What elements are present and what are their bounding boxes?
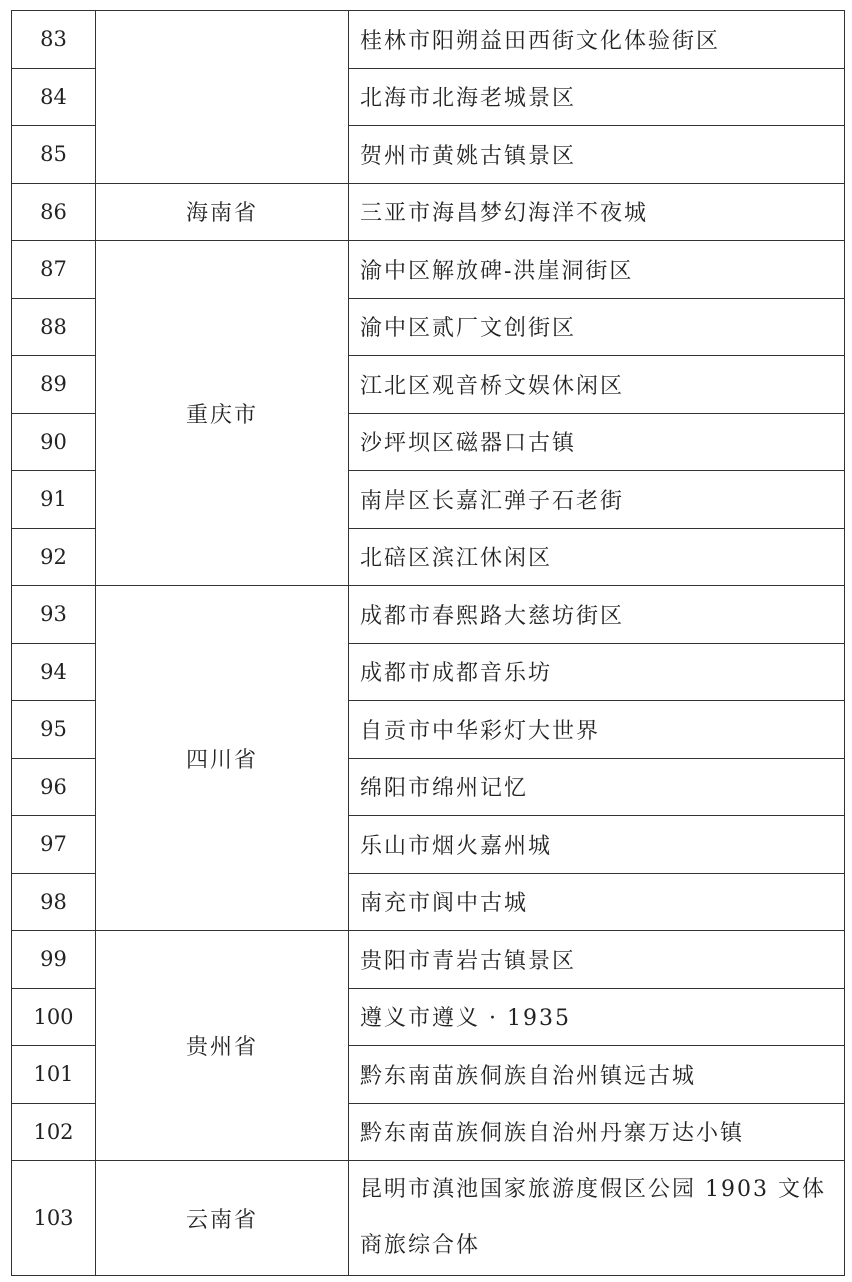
row-number: 100 (12, 988, 96, 1046)
table-row (12, 586, 845, 644)
table-row (12, 11, 845, 69)
row-number: 86 (12, 183, 96, 241)
row-number: 83 (12, 11, 96, 69)
row-number: 102 (12, 1103, 96, 1161)
area-name: 成都市春熙路大慈坊街区 (349, 586, 845, 644)
area-name: 南充市阆中古城 (349, 873, 845, 931)
table-row (12, 241, 845, 299)
area-name: 渝中区解放碑-洪崖洞街区 (349, 241, 845, 299)
area-name: 江北区观音桥文娱休闲区 (349, 356, 845, 414)
area-name: 南岸区长嘉汇弹子石老街 (349, 471, 845, 529)
area-name: 黔东南苗族侗族自治州丹寨万达小镇 (349, 1103, 845, 1161)
province-cell-empty (96, 11, 349, 184)
document-page (11, 10, 845, 1276)
row-number: 94 (12, 643, 96, 701)
row-number: 85 (12, 126, 96, 184)
table-row (12, 1161, 845, 1276)
area-name: 黔东南苗族侗族自治州镇远古城 (349, 1046, 845, 1104)
area-name: 绵阳市绵州记忆 (349, 758, 845, 816)
row-number: 92 (12, 528, 96, 586)
area-name: 遵义市遵义 · 1935 (349, 988, 845, 1046)
row-number: 95 (12, 701, 96, 759)
scenic-area-table (11, 10, 845, 1276)
row-number: 87 (12, 241, 96, 299)
province-cell: 重庆市 (96, 241, 349, 586)
area-name: 渝中区贰厂文创街区 (349, 298, 845, 356)
area-name: 三亚市海昌梦幻海洋不夜城 (349, 183, 845, 241)
area-name: 成都市成都音乐坊 (349, 643, 845, 701)
table-row (12, 931, 845, 989)
row-number: 84 (12, 68, 96, 126)
area-name: 北碚区滨江休闲区 (349, 528, 845, 586)
row-number: 98 (12, 873, 96, 931)
area-name: 昆明市滇池国家旅游度假区公园 1903 文体商旅综合体 (349, 1161, 845, 1276)
area-name: 乐山市烟火嘉州城 (349, 816, 845, 874)
table-row (12, 183, 845, 241)
row-number: 101 (12, 1046, 96, 1104)
row-number: 90 (12, 413, 96, 471)
row-number: 88 (12, 298, 96, 356)
row-number: 91 (12, 471, 96, 529)
province-cell: 云南省 (96, 1161, 349, 1276)
area-name: 自贡市中华彩灯大世界 (349, 701, 845, 759)
area-name: 沙坪坝区磁器口古镇 (349, 413, 845, 471)
row-number: 96 (12, 758, 96, 816)
province-cell: 四川省 (96, 586, 349, 931)
area-name: 北海市北海老城景区 (349, 68, 845, 126)
province-cell: 贵州省 (96, 931, 349, 1161)
row-number: 97 (12, 816, 96, 874)
province-cell: 海南省 (96, 183, 349, 241)
area-name: 贺州市黄姚古镇景区 (349, 126, 845, 184)
row-number: 93 (12, 586, 96, 644)
area-name: 贵阳市青岩古镇景区 (349, 931, 845, 989)
row-number: 99 (12, 931, 96, 989)
row-number: 103 (12, 1161, 96, 1276)
row-number: 89 (12, 356, 96, 414)
area-name: 桂林市阳朔益田西街文化体验街区 (349, 11, 845, 69)
